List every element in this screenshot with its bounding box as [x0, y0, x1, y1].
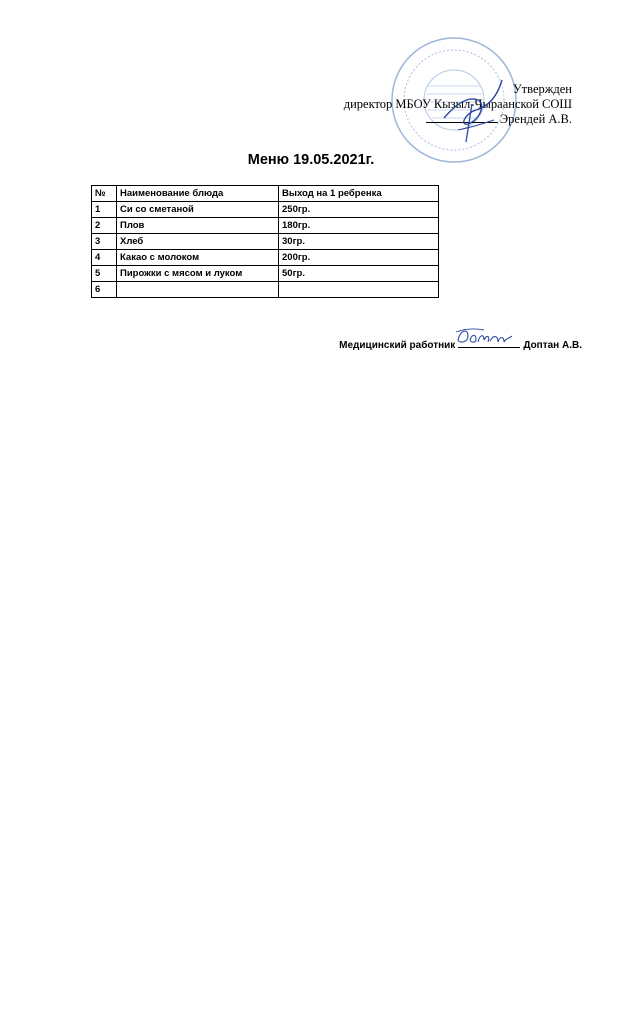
row-number: 3 — [92, 234, 117, 250]
row-number: 5 — [92, 266, 117, 282]
medical-worker-signature — [454, 326, 514, 348]
column-header-portion: Выход на 1 ребренка — [279, 186, 439, 202]
row-number: 4 — [92, 250, 117, 266]
table-row — [92, 266, 439, 282]
row-number: 2 — [92, 218, 117, 234]
table-row — [92, 218, 439, 234]
row-number: 1 — [92, 202, 117, 218]
director-name: Эрендей А.В. — [499, 112, 572, 126]
portion-size: 200гр. — [279, 250, 439, 266]
table-row — [92, 250, 439, 266]
column-header-number: № — [92, 186, 117, 202]
dish-name: Си со сметаной — [117, 202, 279, 218]
approval-heading: Утвержден — [512, 82, 572, 96]
portion-size — [279, 282, 439, 298]
portion-size: 250гр. — [279, 202, 439, 218]
portion-size: 180гр. — [279, 218, 439, 234]
portion-size: 50гр. — [279, 266, 439, 282]
portion-size: 30гр. — [279, 234, 439, 250]
column-header-dish: Наименование блюда — [117, 186, 279, 202]
dish-name: Какао с молоком — [117, 250, 279, 266]
table-row — [92, 282, 439, 298]
dish-name — [117, 282, 279, 298]
table-header-row — [92, 186, 439, 202]
medical-worker-name: Доптан А.В. — [523, 340, 582, 351]
approval-director-title: директор МБОУ Кызыл-Чыраанской СОШ — [343, 97, 572, 111]
director-signature — [438, 74, 508, 146]
table-row — [92, 202, 439, 218]
medical-worker-role: Медицинский работник — [339, 340, 456, 351]
row-number: 6 — [92, 282, 117, 298]
dish-name: Пирожки с мясом и луком — [117, 266, 279, 282]
table-row — [92, 234, 439, 250]
menu-title: Меню 19.05.2021г. — [247, 152, 375, 168]
menu-table — [91, 185, 439, 298]
dish-name: Плов — [117, 218, 279, 234]
dish-name: Хлеб — [117, 234, 279, 250]
